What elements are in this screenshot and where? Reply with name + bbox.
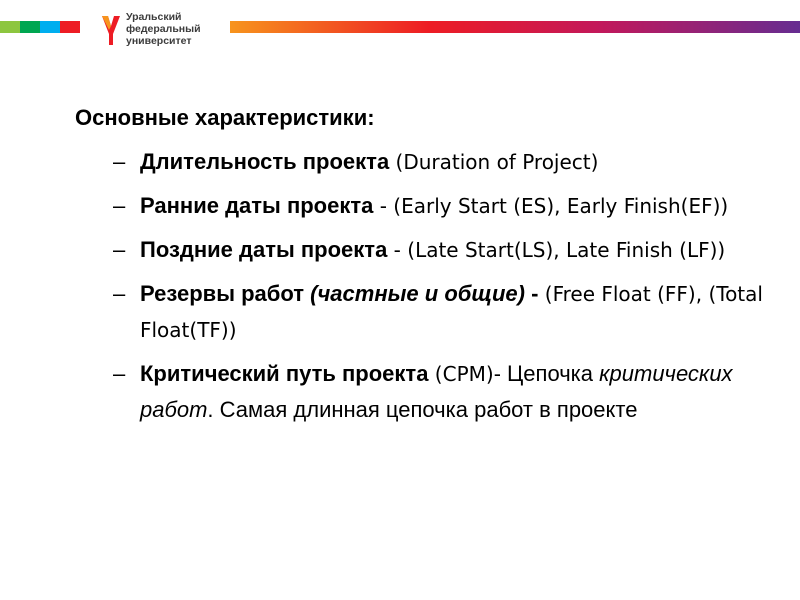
university-logo-icon bbox=[100, 12, 122, 48]
list-item-floats bbox=[75, 276, 775, 348]
logo-line-2: федеральный bbox=[126, 23, 201, 35]
logo-line-1: Уральский bbox=[126, 11, 182, 23]
item-text-b: . Самая длинная цепочка работ в проекте bbox=[207, 397, 638, 422]
list-item-early-dates bbox=[75, 188, 775, 224]
item-bold-tail: - bbox=[524, 281, 539, 306]
item-italic: критических работ bbox=[140, 361, 733, 422]
item-text-a: Цепочка bbox=[500, 361, 600, 386]
item-text: (Duration of Project) bbox=[389, 150, 599, 174]
list-item-duration bbox=[75, 144, 775, 180]
item-bold-italic: (частные и общие) bbox=[304, 281, 525, 306]
slide-heading: Основные характеристики: bbox=[75, 105, 375, 130]
list-dash: – bbox=[113, 193, 126, 218]
header-stripe-right bbox=[230, 21, 800, 33]
header-stripe-left bbox=[0, 21, 80, 33]
item-text: (CPM)- bbox=[428, 362, 501, 386]
item-bold: Критический путь проекта bbox=[140, 361, 429, 386]
list-dash: – bbox=[113, 361, 126, 386]
list-dash: – bbox=[113, 149, 126, 174]
item-text: - (Late Start(LS), Late Finish (LF)) bbox=[387, 238, 726, 262]
university-logo bbox=[100, 9, 225, 51]
logo-text bbox=[126, 11, 201, 47]
list-item-late-dates bbox=[75, 232, 775, 268]
logo-line-3: университет bbox=[126, 35, 192, 47]
list-dash: – bbox=[113, 281, 126, 306]
item-bold: Длительность проекта bbox=[140, 149, 390, 174]
item-text: - (Early Start (ES), Early Finish(EF)) bbox=[373, 194, 729, 218]
item-bold: Поздние даты проекта bbox=[140, 237, 388, 262]
list-dash: – bbox=[113, 237, 126, 262]
slide-content bbox=[75, 100, 775, 427]
item-text: (Free Float (FF), (Total Float(TF)) bbox=[140, 282, 763, 342]
item-bold: Резервы работ bbox=[140, 281, 305, 306]
list-item-critical-path bbox=[75, 356, 775, 427]
item-bold: Ранние даты проекта bbox=[140, 193, 374, 218]
